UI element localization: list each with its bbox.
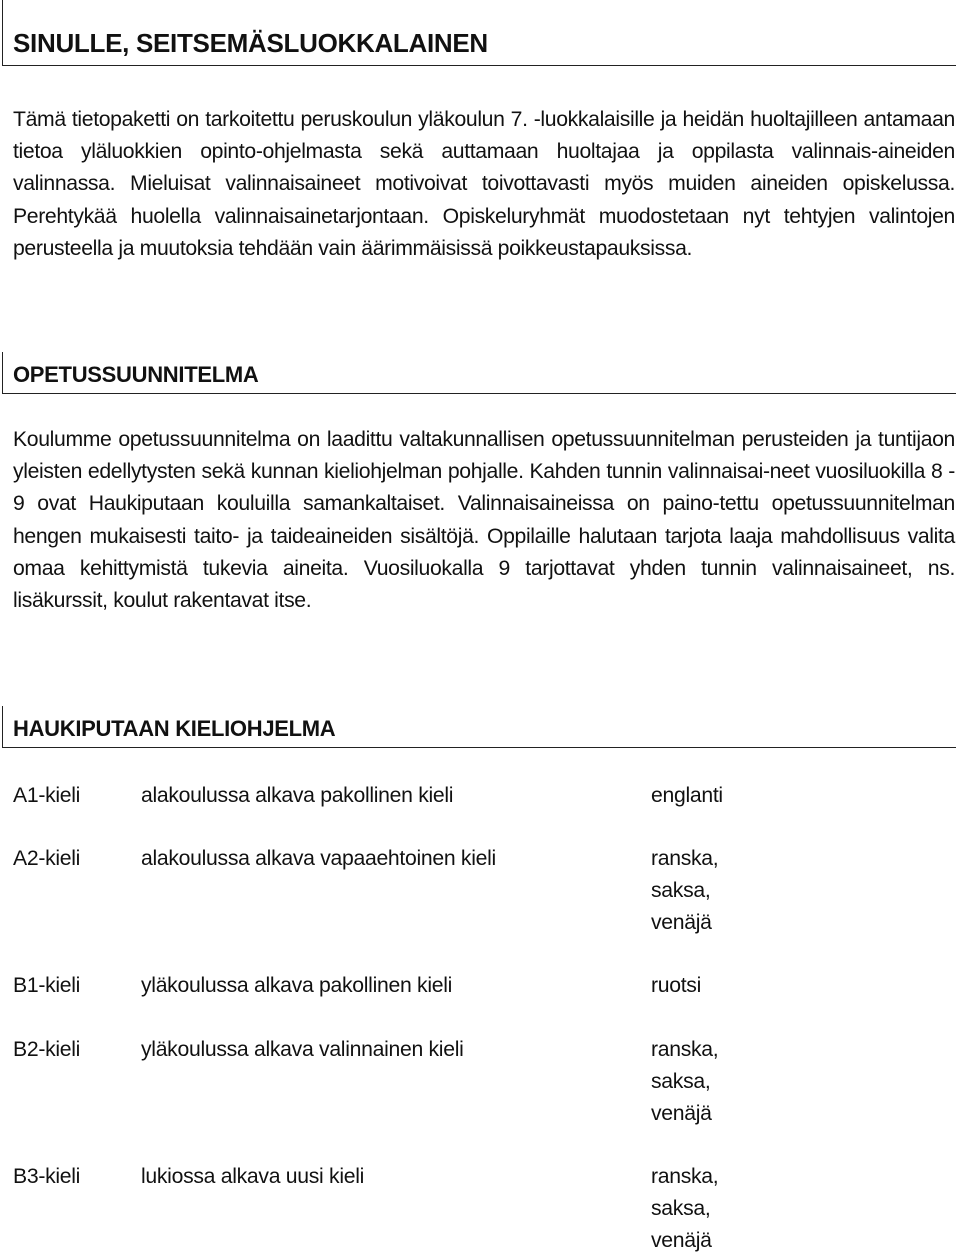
curriculum-heading-text: OPETUSSUUNNITELMA	[13, 362, 259, 387]
page-title-text: SINULLE, SEITSEMÄSLUOKKALAINEN	[13, 28, 488, 58]
language-description: alakoulussa alkava pakollinen kieli	[141, 784, 454, 807]
intro-paragraph: Tämä tietopaketti on tarkoitettu peruskoulun yläkoulun 7. -luokkalaisille ja heidän huoltajilleen antamaan tietoa yläluokkien opinto-ohjelmasta sekä auttamaan huoltajaa ja oppilasta valinnais-aineiden valinnassa. Mieluisat valinnaisaineet motivoivat toivottavasti myös muiden aineiden opiskelussa. Perehtykää huolella valinnaisainetarjontaan. Opiskeluryhmät muodostetaan nyt tehtyjen valintojen perusteella ja muutoksia tehdään vain äärimmäisissä poikkeustapauksissa.	[13, 108, 955, 260]
language-option: venäjä	[651, 1102, 712, 1125]
language-option: ranska,	[651, 1165, 719, 1188]
language-option: ruotsi	[651, 974, 702, 997]
language-option: saksa,	[651, 1070, 711, 1093]
language-description: lukiossa alkava uusi kieli	[141, 1165, 365, 1188]
language-code: A2-kieli	[13, 847, 81, 870]
language-program-heading-text: HAUKIPUTAAN KIELIOHJELMA	[13, 716, 336, 741]
language-code: B3-kieli	[13, 1165, 81, 1188]
language-option: venäjä	[651, 911, 712, 934]
language-options	[651, 780, 723, 812]
language-description: yläkoulussa alkava pakollinen kieli	[141, 974, 453, 997]
language-program-heading	[2, 706, 956, 748]
language-option: ranska,	[651, 847, 719, 870]
language-option: ranska,	[651, 1038, 719, 1061]
language-options	[651, 843, 718, 939]
curriculum-heading	[2, 352, 956, 394]
language-description: yläkoulussa alkava valinnainen kieli	[141, 1038, 464, 1061]
page-title	[2, 0, 956, 66]
language-code: A1-kieli	[13, 784, 81, 807]
language-options	[651, 1161, 718, 1257]
language-option: saksa,	[651, 879, 711, 902]
language-option: englanti	[651, 784, 723, 807]
curriculum-paragraph: Koulumme opetussuunnitelma on laadittu valtakunnallisen opetussuunnitelman perusteiden ja tuntijaon yleisten edellytysten sekä kunnan kieliohjelman pohjalle. Kahden tunnin valinnaisai-neet vuosiluokilla 8 - 9 ovat Haukiputaan kouluilla samankaltaiset. Valinnaisaineissa on paino-tettu opetussuunnitelman hengen mukaisesti taito- ja taideaineiden sisältöjä. Oppilaille halutaan tarjota laaja mahdollisuus valita omaa kehittymistä tukevia aineita. Vuosiluokalla 9 tarjottavat yhden tunnin valinnaisaineet, ns. lisäkurssit, koulut rakentavat itse.	[13, 428, 955, 613]
language-description: alakoulussa alkava vapaaehtoinen kieli	[141, 847, 496, 870]
language-option: venäjä	[651, 1229, 712, 1252]
language-option: saksa,	[651, 1197, 711, 1220]
language-options	[651, 970, 701, 1002]
language-code: B1-kieli	[13, 974, 81, 997]
language-code: B2-kieli	[13, 1038, 81, 1061]
language-options	[651, 1034, 718, 1130]
